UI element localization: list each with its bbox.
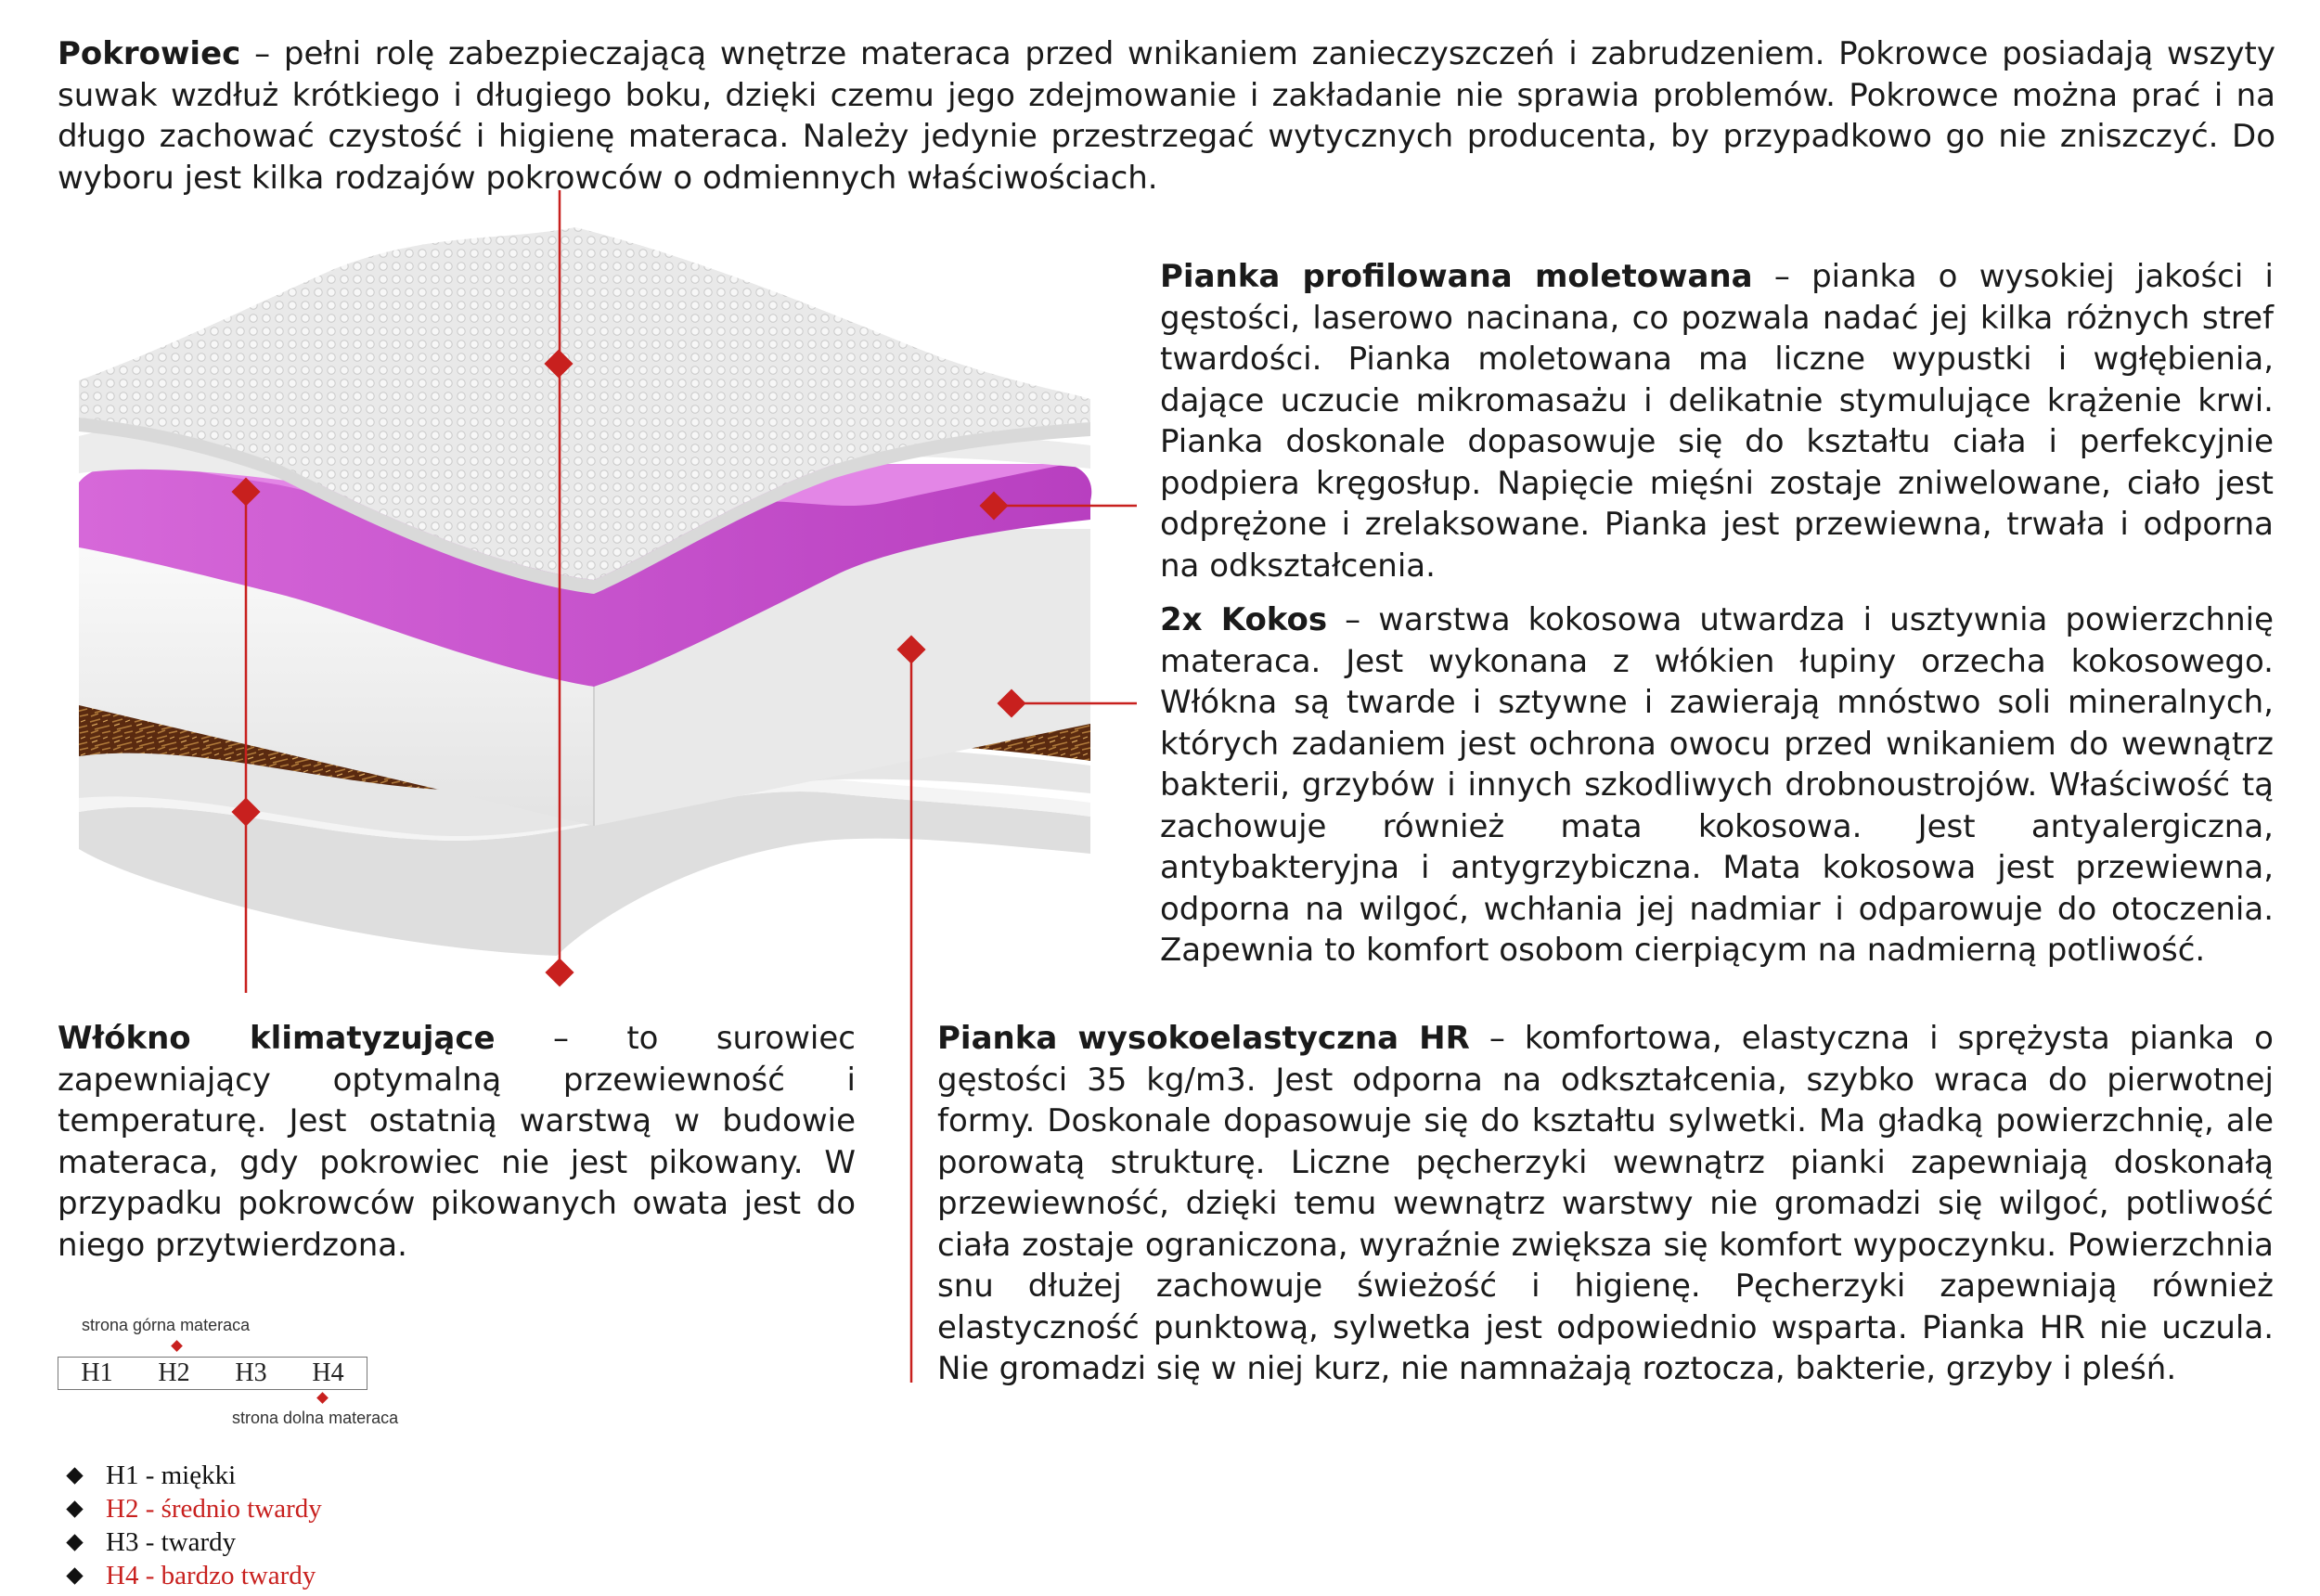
kokos-description — [1160, 599, 2274, 972]
legend-item-h1 — [61, 1459, 322, 1492]
pianka-hr-text: – komfortowa, elastyczna i sprężysta pianka o gęstości 35 kg/m3. Jest odporna na odkształcenia, szybko wraca do pierwotnej formy. Doskonale dopasowuje się do kształtu sylwetki. Ma gładką powierzchnię, ale porowatą strukturę. Liczne pęcherzyki wewnątrz pianki zapewniają doskonałą przewiewność, dzięki temu wewnątrz warstwy nie gromadzi się wilgoć, potliwość ciała zostaje ograniczona, wyraźnie zwiększa się komfort wypoczynku. Powierzchnia snu dłużej zachowuje świeżość i higienę. Pęcherzyki zapewniają również elastyczność punktową, sylwetka jest odpowiednio wsparta. Pianka HR nie uczula. Nie gromadzi się w niej kurz, nie namnażają roztocza, bakterie, grzyby i pleśń. — [937, 1020, 2274, 1387]
legend-item-h2 — [61, 1492, 322, 1525]
legend-item-h4 — [61, 1559, 322, 1592]
diamond-bullet-icon — [66, 1567, 83, 1584]
kokos-text: – warstwa kokosowa utwardza i usztywnia powierzchnię materaca. Jest wykonana z włókien łupiny orzecha kokosowego. Włókna są twarde i sztywne i zawierają mnóstwo soli mineralnych, których zadaniem jest ochrona owocu przed wnikaniem do wewnątrz bakterii, grzybów i innych szkodliwych drobnoustrojów. Właściwość tą zachowuje również mata kokosowa. Jest antyalergiczna, antybakteryjna i antygrzybiczna. Mata kokosowa jest przewiewna, odporna na wilgoć, wchłania jej nadmiar i odparowuje do otoczenia. Zapewnia to komfort osobom cierpiącym na nadmierną potliwość. — [1160, 601, 2274, 969]
diamond-bullet-icon — [66, 1500, 83, 1517]
diamond-bullet-icon — [66, 1534, 83, 1551]
legend-label: H2 - średnio twardy — [106, 1494, 322, 1524]
pokrowiec-text: – pełni rolę zabezpieczającą wnętrze materaca przed wnikaniem zanieczyszczeń i zabrudzeniem. Pokrowce posiadają wszyty suwak wzdłuż krótkiego i długiego boku, dzięki czemu jego zdejmowanie i zakładanie nie sprawia problemów. Pokrowce można prać i na długo zachować czystość i higienę materaca. Należy jedynie przestrzegać wytycznych producenta, by przypadkowo go nie zniszczyć. Do wyboru jest kilka rodzajów pokrowców o odmiennych właściwościach. — [58, 35, 2275, 197]
diamond-bullet-icon — [66, 1467, 83, 1484]
pokrowiec-description — [58, 33, 2275, 199]
hardness-scale — [58, 1357, 367, 1390]
pianka-profilowana-description — [1160, 256, 2274, 586]
legend-label: H4 - bardzo twardy — [106, 1561, 316, 1590]
scale-label-h2: H2 — [158, 1358, 190, 1387]
wlokno-description — [58, 1018, 856, 1266]
scale-caption-top: strona górna materaca — [82, 1316, 251, 1334]
wlokno-title: Włókno klimatyzujące — [58, 1020, 496, 1057]
pianka-profilowana-title: Pianka profilowana moletowana — [1160, 258, 1753, 295]
pianka-profilowana-text: – pianka o wysokiej jakości i gęstości, laserowo nacinana, co pozwala nadać jej kilka różnych stref twardości. Pianka moletowana ma liczne wypustki i wgłębienia, dające uczucie mikromasażu i delikatnie stymulujące krążenie krwi. Pianka doskonale dopasowuje się do kształtu ciała i perfekcyjnie podpiera kręgosłup. Napięcie mięśni zostaje zniwelowane, ciało jest odprężone i zrelaksowane. Pianka jest przewiewna, trwała i odporna na odkształcenia. — [1160, 258, 2274, 585]
hardness-legend — [61, 1459, 322, 1592]
scale-label-h3: H3 — [235, 1358, 267, 1387]
pianka-hr-description — [937, 1018, 2274, 1390]
scale-label-h4: H4 — [312, 1358, 344, 1387]
legend-label: H1 - miękki — [106, 1461, 237, 1490]
pianka-hr-title: Pianka wysokoelastyczna HR — [937, 1020, 1470, 1057]
scale-label-h1: H1 — [81, 1358, 113, 1387]
marker-bottom-cover — [545, 958, 574, 986]
legend-label: H3 - twardy — [106, 1527, 237, 1557]
kokos-title: 2x Kokos — [1160, 601, 1328, 638]
scale-caption-bottom: strona dolna materaca — [232, 1409, 399, 1427]
pokrowiec-title: Pokrowiec — [58, 35, 241, 72]
wlokno-text: – to surowiec zapewniający optymalną przewiewność i temperaturę. Jest ostatnią warstwą w budowie materaca, gdy pokrowiec nie jest pikowany. W przypadku pokrowców pikowanych owata jest do niego przytwierdzona. — [58, 1020, 856, 1264]
legend-item-h3 — [61, 1525, 322, 1559]
